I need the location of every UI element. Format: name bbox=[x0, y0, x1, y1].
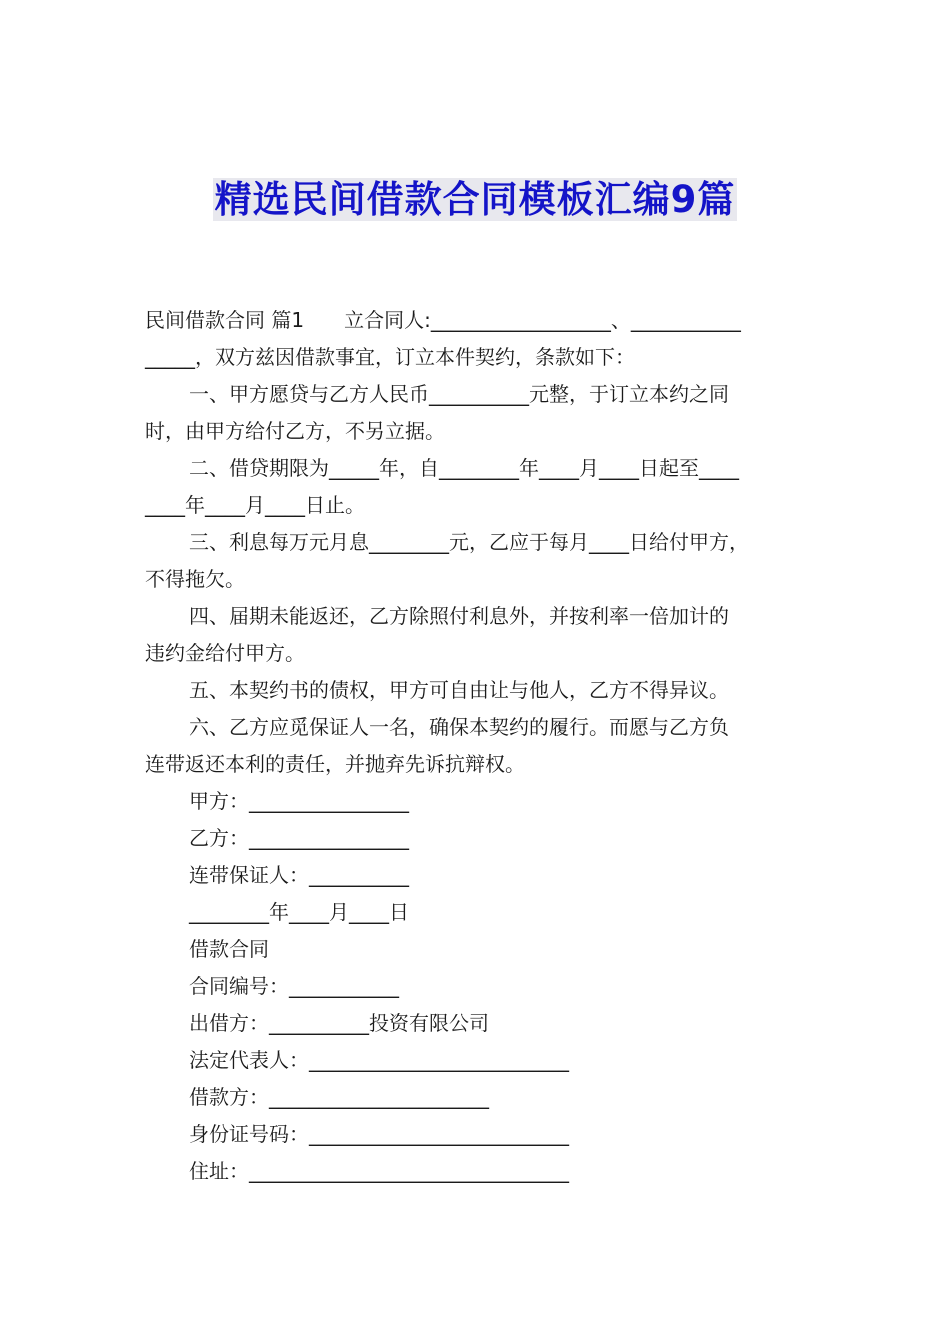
guarantor-signature-field: 连带保证人：__________ bbox=[189, 863, 409, 887]
borrower-field: 借款方：______________________ bbox=[189, 1085, 489, 1109]
clause-2-line: 二、借贷期限为_____年，自________年____月____日起至____ bbox=[189, 456, 739, 480]
clause-4-line: 四、届期未能返还，乙方除照付利息外，并按利率一倍加计的 bbox=[189, 604, 729, 628]
clause-3-line: 三、利息每万元月息________元，乙应于每月____日给付甲方， bbox=[189, 530, 749, 554]
document-title: 精选民间借款合同模板汇编9篇 bbox=[214, 178, 736, 221]
paragraph-line: 不得拖欠。 bbox=[145, 567, 245, 591]
contract-heading-line: 民间借款合同 篇1 立合同人:__________________、___________ bbox=[145, 308, 741, 332]
clause-6-line: 六、乙方应觅保证人一名，确保本契约的履行。而愿与乙方负 bbox=[189, 715, 729, 739]
paragraph-line: _____，双方兹因借款事宜，订立本件契约，条款如下： bbox=[145, 345, 635, 369]
address-field: 住址：________________________________ bbox=[189, 1159, 569, 1183]
document-body bbox=[145, 302, 810, 1190]
id-number-field: 身份证号码：__________________________ bbox=[189, 1122, 569, 1146]
legal-representative-field: 法定代表人：__________________________ bbox=[189, 1048, 569, 1072]
contract-number-field: 合同编号：___________ bbox=[189, 974, 399, 998]
clause-5-line: 五、本契约书的债权，甲方可自由让与他人，乙方不得异议。 bbox=[189, 678, 729, 702]
date-field: ________年____月____日 bbox=[189, 900, 409, 924]
paragraph-line: 连带返还本利的责任，并抛弃先诉抗辩权。 bbox=[145, 752, 525, 776]
paragraph-line: 违约金给付甲方。 bbox=[145, 641, 305, 665]
party-a-signature-field: 甲方：________________ bbox=[189, 789, 409, 813]
paragraph-line: 时，由甲方给付乙方，不另立据。 bbox=[145, 419, 445, 443]
section-heading: 借款合同 bbox=[189, 937, 269, 961]
party-b-signature-field: 乙方：________________ bbox=[189, 826, 409, 850]
lender-field: 出借方：__________投资有限公司 bbox=[189, 1011, 489, 1035]
clause-1-line: 一、甲方愿贷与乙方人民币__________元整，于订立本约之同 bbox=[189, 382, 729, 406]
paragraph-line: ____年____月____日止。 bbox=[145, 493, 365, 517]
